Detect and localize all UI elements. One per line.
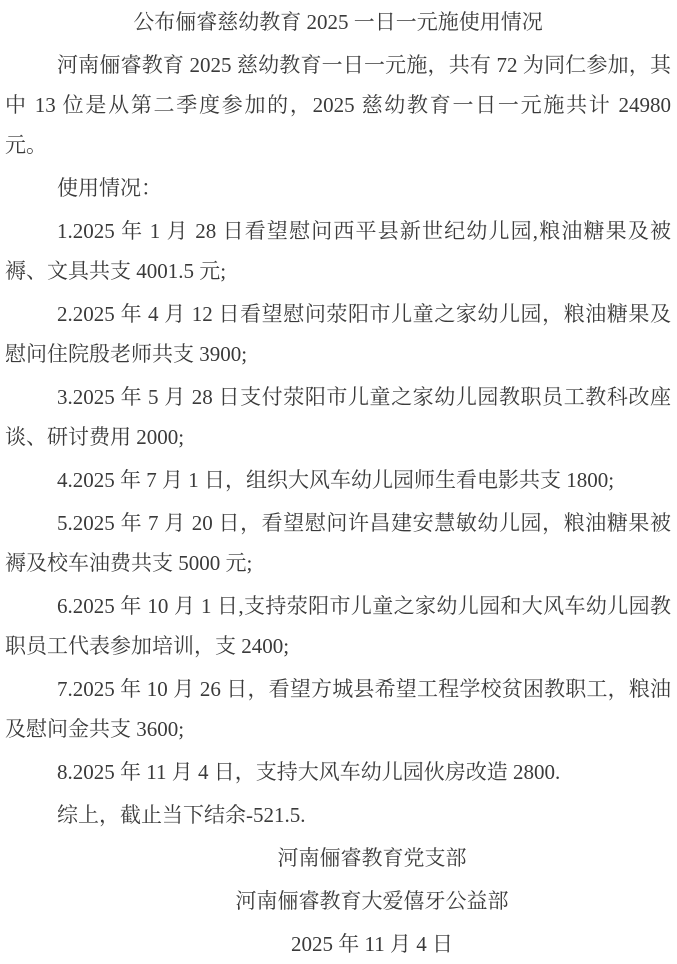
intro-paragraph: 河南俪睿教育 2025 慈幼教育一日一元施，共有 72 为同仁参加，其中 13 位是从第二季度参加的，2025 慈幼教育一日一元施共计 24980 元。: [5, 53, 671, 157]
document-title: 公布俪睿慈幼教育 2025 一日一元施使用情况: [133, 10, 543, 34]
usage-item-5: 5.2025 年 7 月 20 日，看望慰问许昌建安慧敏幼儿园，粮油糖果被褥及校车油费共支 5000 元;: [5, 511, 671, 575]
usage-item-4: 4.2025 年 7 月 1 日，组织大风车幼儿园师生看电影共支 1800;: [57, 468, 615, 492]
signature-charity-dept: 河南俪睿教育大爱僖牙公益部: [235, 889, 509, 913]
summary-line: 综上，截止当下结余-521.5.: [57, 803, 306, 827]
usage-item-3: 3.2025 年 5 月 28 日支付荥阳市儿童之家幼儿园教职员工教科改座谈、研讨费用 2000;: [5, 385, 671, 449]
usage-item-2: 2.2025 年 4 月 12 日看望慰问荥阳市儿童之家幼儿园，粮油糖果及慰问住院殷老师共支 3900;: [5, 302, 671, 366]
usage-item-6: 6.2025 年 10 月 1 日,支持荥阳市儿童之家幼儿园和大风车幼儿园教职员工代表参加培训，支 2400;: [5, 594, 671, 658]
signature-party-branch: 河南俪睿教育党支部: [277, 846, 467, 870]
usage-section-label: 使用情况：: [57, 176, 162, 200]
usage-item-8: 8.2025 年 11 月 4 日，支持大风车幼儿园伙房改造 2800.: [57, 760, 561, 784]
document-date: 2025 年 11 月 4 日: [291, 932, 453, 956]
usage-item-1: 1.2025 年 1 月 28 日看望慰问西平县新世纪幼儿园,粮油糖果及被褥、文具共支 4001.5 元;: [5, 219, 671, 283]
usage-item-7: 7.2025 年 10 月 26 日，看望方城县希望工程学校贫困教职工，粮油及慰问金共支 3600;: [5, 677, 671, 741]
